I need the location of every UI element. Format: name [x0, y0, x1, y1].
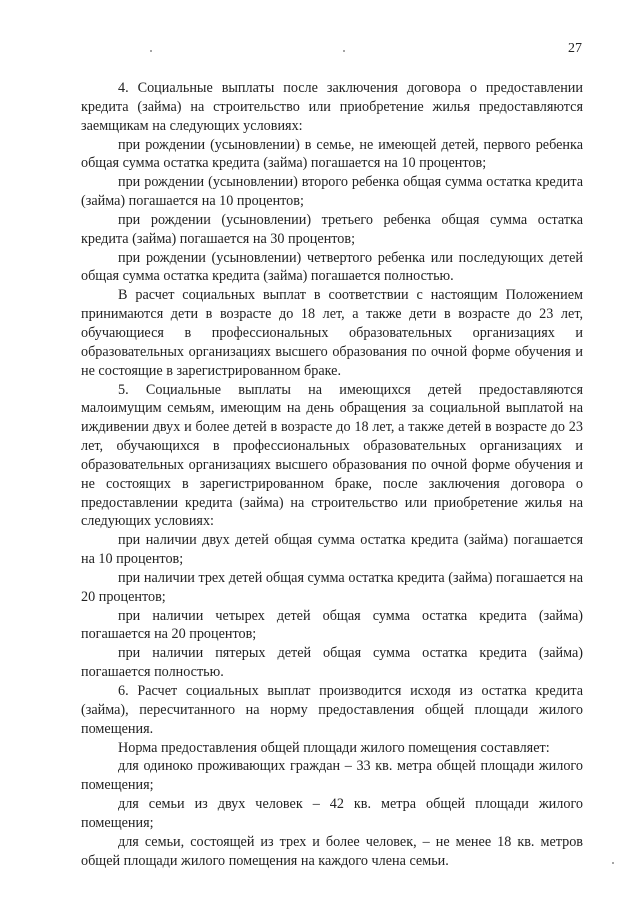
document-body [81, 79, 583, 870]
paragraph: при рождении (усыновлении) в семье, не имеющей детей, первого ребенка общая сумма остатка кредита (займа) погашается на 10 процентов; [81, 136, 583, 172]
scan-speck [150, 50, 152, 52]
paragraph: при рождении (усыновлении) второго ребенка общая сумма остатка кредита (займа) погашается на 10 процентов; [81, 174, 583, 210]
paragraph: при наличии четырех детей общая сумма остатка кредита (займа) погашается на 20 процентов; [81, 607, 583, 643]
paragraph: для семьи из двух человек – 42 кв. метра общей площади жилого помещения; [81, 796, 583, 831]
paragraph: для одиноко проживающих граждан – 33 кв. метра общей площади жилого помещения; [81, 758, 583, 794]
paragraph: при рождении (усыновлении) четвертого ребенка или последующих детей общая сумма остатка кредита (займа) погашается полностью. [81, 249, 583, 285]
paragraph: 6. Расчет социальных выплат производится исходя из остатка кредита (займа), пересчитанного на норму предоставления общей площади жилого помещения. [81, 683, 583, 737]
paragraph: В расчет социальных выплат в соответствии с настоящим Положением принимаются дети в возрасте до 18 лет, а также дети в возрасте до 23 лет, обучающиеся в профессиональных образовательных организациях и образовательных организациях высшего образования по очной форме обучения и не состоящие в зарегистрированном браке. [81, 287, 583, 379]
scan-speck [612, 862, 614, 864]
paragraph: при наличии трех детей общая сумма остатка кредита (займа) погашается на 20 процентов; [81, 569, 583, 605]
paragraph: Норма предоставления общей площади жилого помещения составляет: [118, 739, 550, 756]
scan-speck [343, 50, 345, 52]
page-number: 27 [568, 41, 582, 56]
paragraph: 4. Социальные выплаты после заключения договора о предоставлении кредита (займа) на строительство или приобретение жилья предоставляются заемщикам на следующих условиях: [81, 80, 583, 134]
paragraph: при рождении (усыновлении) третьего ребенка общая сумма остатка кредита (займа) погашается на 30 процентов; [81, 211, 583, 247]
paragraph: для семьи, состоящей из трех и более человек, – не менее 18 кв. метров общей площади жилого помещения на каждого члена семьи. [81, 833, 583, 869]
paragraph: 5. Социальные выплаты на имеющихся детей предоставляются малоимущим семьям, имеющим на день обращения за социальной выплатой на иждивении двух и более детей в возрасте до 18 лет, а также детей в возрасте до 23 лет, обучающихся в профессиональных образовательных организациях и образовательных организациях высшего образования по очной форме обучения и не состоящих в зарегистрированном браке, после заключения договора о предоставлении кредита (займа) на строительство или приобретение жилья на следующих условиях: [81, 381, 583, 530]
paragraph: при наличии двух детей общая сумма остатка кредита (займа) погашается на 10 процентов; [81, 532, 583, 568]
paragraph: при наличии пятерых детей общая сумма остатка кредита (займа) погашается полностью. [81, 645, 583, 681]
